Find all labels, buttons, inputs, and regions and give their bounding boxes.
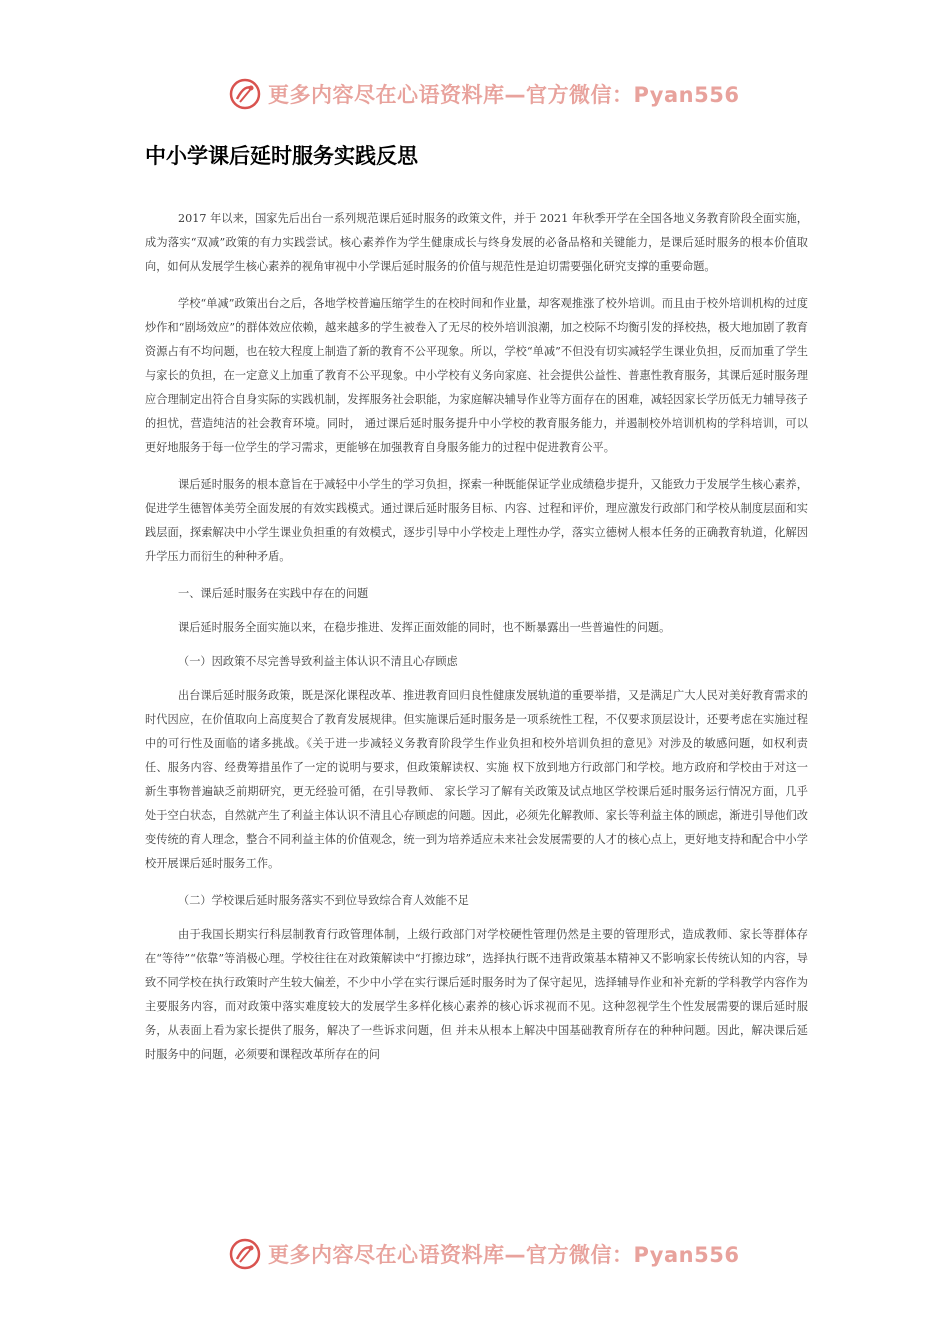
paragraph-intro: 2017 年以来，国家先后出台一系列规范课后延时服务的政策文件，并于 2021 年秋季开学在全国各地义务教育阶段全面实施，成为落实“双减”政策的有力实践尝试。核心素养作为学生健康成长与终身发展的必备品格和关键能力，是课后延时服务的根本价值取向，如何从发展学生核心素养的视角审视中小学课后延时服务的价值与规范性是迫切需要强化研究支撑的重要命题。 [145, 212, 808, 273]
watermark-text: 更多内容尽在心语资料库—官方微信：Pyan556 [268, 1243, 740, 1267]
paragraph-purpose: 课后延时服务的根本意旨在于减轻中小学生的学习负担，探索一种既能保证学业成绩稳步提升，又能致力于发展学生核心素养，促进学生德智体美劳全面发展的有效实践模式。通过课后延时服务目标、内容、过程和评价，理应激发行政部门和学校从制度层面和实践层面，探索解决中小学生课业负担重的有效模式，逐步引导中小学校走上理性办学，落实立德树人根本任务的正确教育轨道，化解因升学压力而衍生的种种矛盾。 [145, 478, 808, 563]
document-body [145, 207, 808, 1080]
page-title: 中小学课后延时服务实践反思 [145, 144, 418, 168]
footer-watermark-banner [228, 1232, 739, 1276]
watermark-text: 更多内容尽在心语资料库—官方微信：Pyan556 [268, 83, 740, 107]
section-heading-problems: 一、课后延时服务在实践中存在的问题 [178, 587, 369, 600]
subheading-policy: （一）因政策不尽完善导致利益主体认识不清且心存顾虑 [178, 655, 458, 668]
paragraph-policy: 出台课后延时服务政策，既是深化课程改革、推进教育回归良性健康发展轨道的重要举措，又是满足广大人民对美好教育需求的时代因应，在价值取向上高度契合了教育发展规律。但实施课后延时服务是一项系统性工程，不仅要求顶层设计，还要考虑在实施过程中的可行性及面临的诸多挑战。《关于进一步减轻义务教育阶段学生作业负担和校外培训负担的意见》对涉及的敏感问题，如权利责任、服务内容、经费筹措虽作了一定的说明与要求，但政策解读权、实施 权下放到地方行政部门和学校。地方政府和学校由于对这一新生事物普遍缺乏前期研究，更无经验可循，在引导教师、 家长学习了解有关政策及试点地区学校课后延时服务运行情况方面，几乎处于空白状态，自然就产生了利益主体认识不清且心存顾虑的问题。因此，必须先化解教师、家长等利益主体的顾虑，渐进引导他们改变传统的育人理念，整合不同利益主体的价值观念，统一到为培养适应未来社会发展需要的人才的核心点上，更好地支持和配合中小学校开展课后延时服务工作。 [145, 689, 808, 870]
brand-logo-icon [228, 77, 262, 111]
paragraph-problems-overview: 课后延时服务全面实施以来，在稳步推进、发挥正面效能的同时，也不断暴露出一些普遍性的问题。 [178, 621, 671, 634]
brand-logo-icon [228, 1237, 262, 1271]
paragraph-single-reduction: 学校“单减”政策出台之后，各地学校普遍压缩学生的在校时间和作业量，却客观推涨了校外培训。而且由于校外培训机构的过度炒作和“剧场效应”的群体效应依赖，越来越多的学生被卷入了无尽的校外培训浪潮，加之校际不均衡引发的择校热，极大地加剧了教育资源占有不均问题，也在较大程度上制造了新的教育不公平现象。所以，学校“单减”不但没有切实减轻学生课业负担，反而加重了学生与家长的负担，在一定意义上加重了教育不公平现象。中小学校有义务向家庭、社会提供公益性、普惠性教育服务，其课后延时服务理应合理制定出符合自身实际的实践机制，发挥服务社会职能，为家庭解决辅导作业等方面存在的困难，减轻因家长学历低无力辅导孩子的担忧，营造纯洁的社会教育环境。同时， 通过课后延时服务提升中小学校的教育服务能力，并遏制校外培训机构的学科培训，可以更好地服务于每一位学生的学习需求，更能够在加强教育自身服务能力的过程中促进教育公平。 [145, 297, 808, 454]
header-watermark-banner [228, 72, 739, 116]
paragraph-implementation: 由于我国长期实行科层制教育行政管理体制，上级行政部门对学校硬性管理仍然是主要的管理形式，造成教师、家长等群体存在“等待”“依靠”等消极心理。学校往往在对政策解读中“打擦边球”，选择执行既不违背政策基本精神又不影响家长传统认知的内容，导致不同学校在执行政策时产生较大偏差，不少中小学在实行课后延时服务时为了保守起见，选择辅导作业和补充新的学科教学内容作为主要服务内容，而对政策中落实难度较大的发展学生多样化核心素养的核心诉求视而不见。这种忽视学生个性发展需要的课后延时服务，从表面上看为家长提供了服务，解决了一些诉求问题，但 并未从根本上解决中国基础教育所存在的种种问题。因此，解决课后延时服务中的问题，必须要和课程改革所存在的问 [145, 928, 808, 1061]
subheading-implementation: （二）学校课后延时服务落实不到位导致综合育人效能不足 [178, 894, 469, 907]
